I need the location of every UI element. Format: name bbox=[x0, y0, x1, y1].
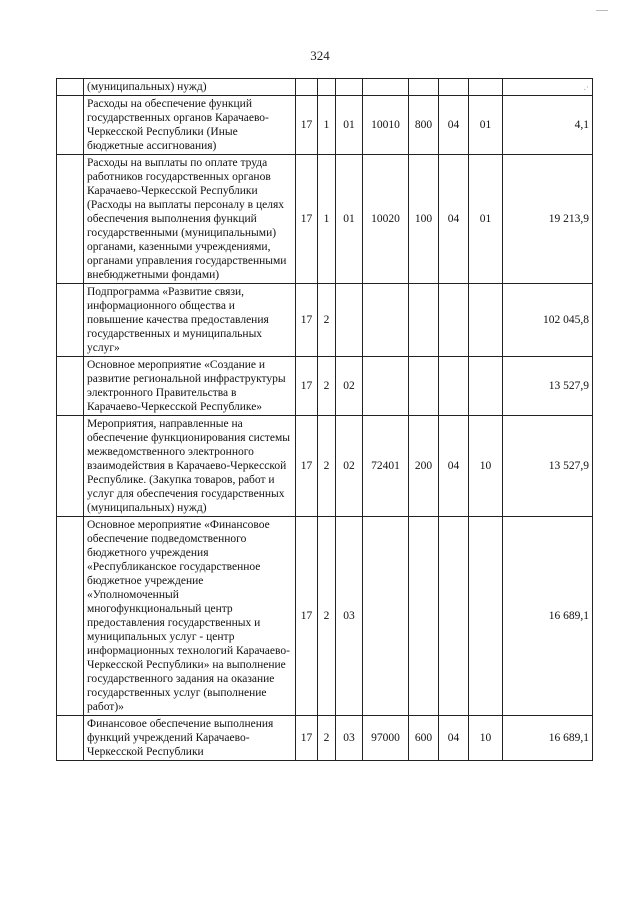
amount-cell: 16 689,1 bbox=[503, 517, 593, 716]
item-name-cell: Основное мероприятие «Создание и развитие региональной инфраструктуры электронного Правительства в Карачаево-Черкесской Республике» bbox=[84, 357, 296, 416]
code-cell bbox=[439, 357, 469, 416]
code-cell bbox=[439, 284, 469, 357]
code-cell bbox=[363, 357, 409, 416]
scan-mark bbox=[596, 10, 608, 11]
code-cell: 04 bbox=[439, 716, 469, 761]
item-name-cell: (муниципальных) нужд) bbox=[84, 79, 296, 96]
index-cell bbox=[57, 416, 84, 517]
table-row bbox=[57, 416, 593, 517]
code-cell: 200 bbox=[409, 416, 439, 517]
code-cell bbox=[296, 79, 318, 96]
table-row bbox=[57, 517, 593, 716]
code-cell bbox=[409, 284, 439, 357]
code-cell: 2 bbox=[318, 716, 336, 761]
table-row bbox=[57, 716, 593, 761]
amount-cell: 4,1 bbox=[503, 96, 593, 155]
code-cell: 2 bbox=[318, 416, 336, 517]
code-cell: 1 bbox=[318, 96, 336, 155]
amount-cell: 13 527,9 bbox=[503, 416, 593, 517]
code-cell bbox=[439, 79, 469, 96]
code-cell: 02 bbox=[336, 416, 363, 517]
code-cell bbox=[409, 79, 439, 96]
code-cell: 01 bbox=[469, 96, 503, 155]
code-cell bbox=[409, 357, 439, 416]
code-cell: 97000 bbox=[363, 716, 409, 761]
code-cell: 100 bbox=[409, 155, 439, 284]
scan-dot: .· bbox=[583, 82, 589, 92]
item-name-cell: Подпрограмма «Развитие связи, информационного общества и повышение качества предоставления государственных и муниципальных услуг» bbox=[84, 284, 296, 357]
code-cell: 10010 bbox=[363, 96, 409, 155]
item-name-cell: Финансовое обеспечение выполнения функций учреждений Карачаево-Черкесской Республики bbox=[84, 716, 296, 761]
code-cell bbox=[363, 284, 409, 357]
code-cell: 03 bbox=[336, 517, 363, 716]
item-name-cell: Расходы на обеспечение функций государственных органов Карачаево-Черкесской Республики (Иные бюджетные ассигнования) bbox=[84, 96, 296, 155]
amount-cell: 16 689,1 bbox=[503, 716, 593, 761]
table-row bbox=[57, 155, 593, 284]
index-cell bbox=[57, 79, 84, 96]
index-cell bbox=[57, 96, 84, 155]
code-cell: 01 bbox=[336, 155, 363, 284]
code-cell: 17 bbox=[296, 96, 318, 155]
code-cell: 800 bbox=[409, 96, 439, 155]
index-cell bbox=[57, 284, 84, 357]
code-cell: 04 bbox=[439, 155, 469, 284]
amount-cell: 102 045,8 bbox=[503, 284, 593, 357]
item-name-cell: Основное мероприятие «Финансовое обеспечение подведомственного бюджетного учреждения «Республиканское государственное бюджетное учреждение «Уполномоченный многофункциональный центр предоставления государственных и муниципальных услуг - центр информационных технологий Карачаево-Черкесской Республики» на выполнение государственного задания на оказание государственных услуг (выполнение работ)» bbox=[84, 517, 296, 716]
code-cell bbox=[318, 79, 336, 96]
code-cell: 1 bbox=[318, 155, 336, 284]
code-cell: 2 bbox=[318, 284, 336, 357]
code-cell: 02 bbox=[336, 357, 363, 416]
code-cell: 17 bbox=[296, 517, 318, 716]
code-cell bbox=[469, 357, 503, 416]
table-row bbox=[57, 357, 593, 416]
table-row bbox=[57, 284, 593, 357]
code-cell bbox=[336, 284, 363, 357]
code-cell: 04 bbox=[439, 96, 469, 155]
code-cell: 17 bbox=[296, 416, 318, 517]
item-name-cell: Мероприятия, направленные на обеспечение функционирования системы межведомственного электронного взаимодействия в Карачаево-Черкесской Республике. (Закупка товаров, работ и услуг для обеспечения государственных (муниципальных) нужд) bbox=[84, 416, 296, 517]
code-cell bbox=[469, 517, 503, 716]
code-cell bbox=[469, 79, 503, 96]
code-cell: 17 bbox=[296, 357, 318, 416]
code-cell: 17 bbox=[296, 716, 318, 761]
code-cell: 03 bbox=[336, 716, 363, 761]
code-cell bbox=[363, 79, 409, 96]
amount-cell: 19 213,9 bbox=[503, 155, 593, 284]
index-cell bbox=[57, 517, 84, 716]
table-row bbox=[57, 96, 593, 155]
code-cell bbox=[439, 517, 469, 716]
index-cell bbox=[57, 357, 84, 416]
code-cell bbox=[363, 517, 409, 716]
code-cell: 01 bbox=[336, 96, 363, 155]
code-cell bbox=[469, 284, 503, 357]
code-cell: 10 bbox=[469, 416, 503, 517]
code-cell: 2 bbox=[318, 357, 336, 416]
code-cell: 2 bbox=[318, 517, 336, 716]
budget-table bbox=[56, 78, 593, 761]
item-name-cell: Расходы на выплаты по оплате труда работников государственных органов Карачаево-Черкесской Республики (Расходы на выплаты персоналу в целях обеспечения выполнения функций государственными (муниципальными) органами, казенными учреждениями, органами управления государственными внебюджетными фондами) bbox=[84, 155, 296, 284]
code-cell: 10020 bbox=[363, 155, 409, 284]
code-cell: 04 bbox=[439, 416, 469, 517]
code-cell: 600 bbox=[409, 716, 439, 761]
amount-cell bbox=[503, 79, 593, 96]
amount-cell: 13 527,9 bbox=[503, 357, 593, 416]
code-cell: 72401 bbox=[363, 416, 409, 517]
page-number: 324 bbox=[310, 48, 330, 63]
code-cell bbox=[409, 517, 439, 716]
index-cell bbox=[57, 716, 84, 761]
table-row bbox=[57, 79, 593, 96]
index-cell bbox=[57, 155, 84, 284]
code-cell: 01 bbox=[469, 155, 503, 284]
code-cell: 17 bbox=[296, 284, 318, 357]
code-cell: 10 bbox=[469, 716, 503, 761]
code-cell: 17 bbox=[296, 155, 318, 284]
code-cell bbox=[336, 79, 363, 96]
